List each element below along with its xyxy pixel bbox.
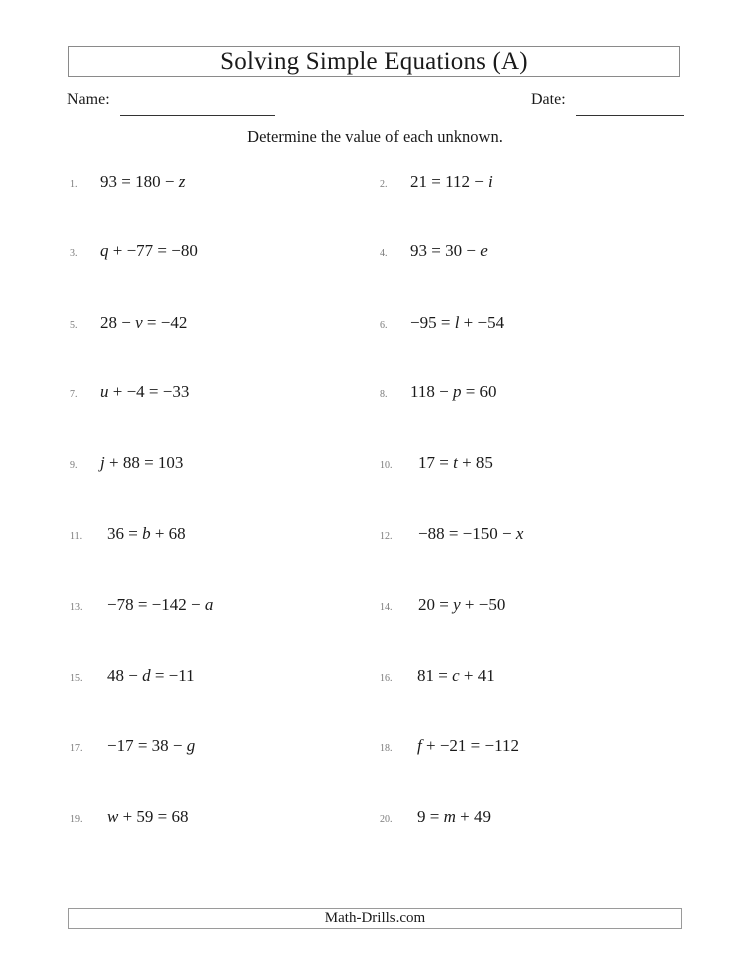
problem-item: [380, 172, 493, 192]
problem-number: 1.: [70, 179, 78, 190]
instructions: Determine the value of each unknown.: [247, 127, 503, 146]
problem-item: [70, 172, 185, 192]
problem-number: 2.: [380, 179, 388, 190]
problem-item: [380, 453, 493, 473]
problem-number: 18.: [380, 743, 393, 754]
problem-equation: f + −21 = −112: [417, 736, 519, 755]
problem-equation: w + 59 = 68: [107, 807, 189, 826]
problem-item: [70, 453, 183, 473]
problem-number: 3.: [70, 248, 78, 259]
problem-number: 10.: [380, 460, 393, 471]
problem-item: [70, 595, 213, 615]
problem-item: [380, 736, 519, 756]
problem-item: [70, 241, 198, 261]
problem-number: 5.: [70, 320, 78, 331]
problem-equation: 17 = t + 85: [418, 453, 493, 472]
problem-equation: 9 = m + 49: [417, 807, 491, 826]
problem-equation: −78 = −142 − a: [107, 595, 214, 614]
problem-equation: −17 = 38 − g: [107, 736, 196, 755]
problem-number: 13.: [70, 602, 83, 613]
name-label: Name:: [67, 91, 110, 108]
problem-equation: 118 − p = 60: [410, 382, 497, 401]
problem-number: 4.: [380, 248, 388, 259]
problem-number: 11.: [70, 531, 83, 542]
problem-number: 15.: [70, 673, 83, 684]
problem-item: [70, 524, 186, 544]
problem-number: 16.: [380, 673, 393, 684]
problem-equation: 81 = c + 41: [417, 666, 495, 685]
problem-number: 6.: [380, 320, 388, 331]
problem-item: [70, 736, 195, 756]
footer-text: Math-Drills.com: [324, 910, 426, 926]
problem-number: 9.: [70, 460, 78, 471]
problem-equation: 21 = 112 − i: [410, 172, 493, 191]
worksheet-title: Solving Simple Equations (A): [220, 47, 528, 75]
problem-number: 7.: [70, 389, 78, 400]
problem-equation: 93 = 180 − z: [100, 172, 186, 191]
title-box: [68, 46, 680, 77]
problem-equation: −95 = l + −54: [410, 313, 505, 332]
problem-equation: 20 = y + −50: [418, 595, 506, 614]
problem-equation: 93 = 30 − e: [410, 241, 488, 260]
problem-number: 12.: [380, 531, 393, 542]
problem-item: [380, 382, 497, 402]
problem-number: 17.: [70, 743, 83, 754]
date-blank-line: [576, 115, 684, 116]
problem-equation: 48 − d = −11: [107, 666, 195, 685]
problem-equation: 28 − v = −42: [100, 313, 188, 332]
problem-item: [380, 595, 505, 615]
problem-number: 20.: [380, 814, 393, 825]
problem-number: 19.: [70, 814, 83, 825]
problem-equation: q + −77 = −80: [100, 241, 198, 260]
problem-item: [70, 807, 189, 827]
footer-box: [68, 908, 682, 929]
problem-item: [380, 666, 495, 686]
problem-number: 8.: [380, 389, 388, 400]
problem-item: [70, 666, 195, 686]
problem-equation: 36 = b + 68: [107, 524, 186, 543]
problem-item: [380, 807, 491, 827]
problem-equation: −88 = −150 − x: [418, 524, 524, 543]
problem-item: [380, 313, 504, 333]
problem-equation: j + 88 = 103: [100, 453, 184, 472]
problem-item: [380, 524, 523, 544]
date-label: Date:: [531, 91, 566, 108]
problem-number: 14.: [380, 602, 393, 613]
problem-item: [70, 313, 187, 333]
problem-equation: u + −4 = −33: [100, 382, 190, 401]
problem-item: [70, 382, 189, 402]
problem-item: [380, 241, 488, 261]
name-blank-line: [120, 115, 275, 116]
